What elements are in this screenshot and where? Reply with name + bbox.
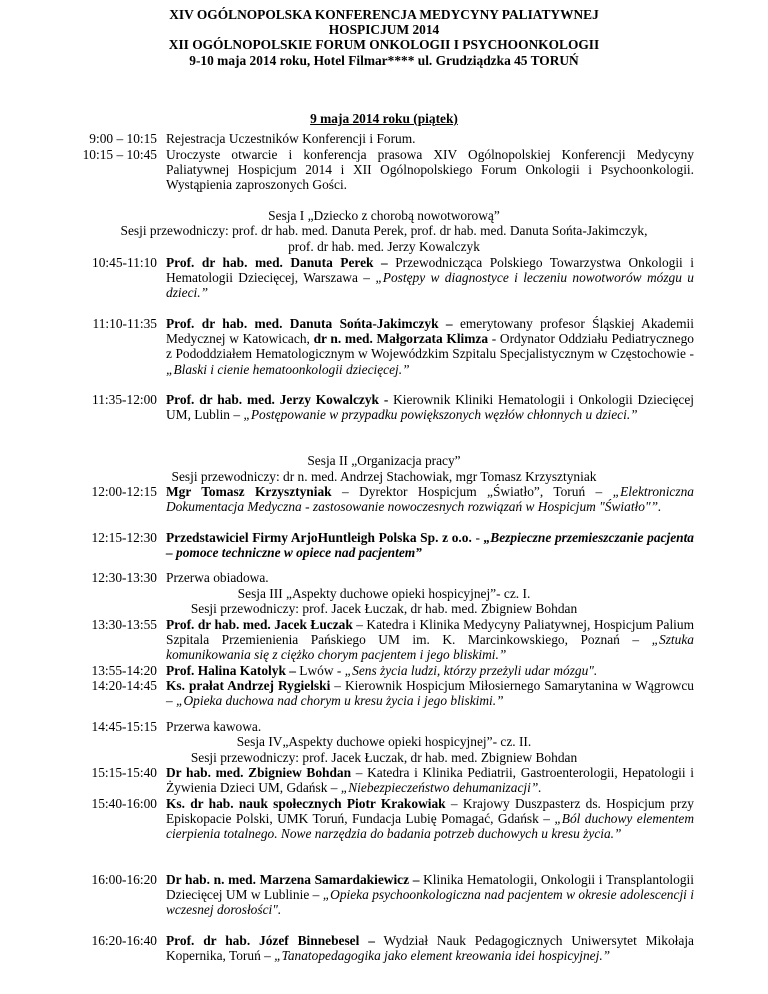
talk-speaker: Prof. dr hab. med. Danuta Sońta-Jakimczyk –	[166, 316, 453, 331]
talk-speaker: Prof. dr hab. med. Danuta Perek –	[166, 255, 388, 270]
session-1-title: Sesja I „Dziecko z chorobą nowotworową”	[268, 208, 500, 223]
talk-affiliation: -	[471, 530, 484, 545]
session-3-title: Sesja III „Aspekty duchowe opieki hospicyjnej”- cz. I.	[237, 586, 531, 601]
talk-speaker: Ks. dr hab. nauk społecznych Piotr Krakowiak	[166, 796, 446, 811]
talk-time: 11:35-12:00	[92, 392, 157, 407]
talk-speaker: Prof. Halina Katolyk –	[166, 663, 296, 678]
talk-title: „Postępy w diagnostyce i leczeniu nowotworów mózgu u dzieci.”	[166, 270, 694, 301]
talk-affiliation: Klinika Hematologii, Onkologii i Transplantologii Dziecięcej UM w Lublinie –	[166, 872, 694, 903]
talk-time: 15:40-16:00	[91, 796, 157, 811]
talk-text	[166, 392, 694, 422]
header-line-2: HOSPICJUM 2014	[328, 22, 440, 38]
talk-text	[166, 530, 694, 560]
entry-text: Rejestracja Uczestników Konferencji i Forum.	[166, 131, 416, 146]
talk-title: „Bezpieczne przemieszczanie pacjenta – pomoce techniczne w opiece nad pacjentem”	[166, 530, 694, 561]
break-time: 12:30-13:30	[91, 570, 157, 585]
session-4-title: Sesja IV„Aspekty duchowe opieki hospicyjnej”- cz. II.	[236, 734, 532, 749]
talk-title: „Tanatopedagogika jako element kreowania idei hospicyjnej.”	[274, 948, 611, 964]
talk-title: „Opieka psychoonkologiczna nad pacjentem w okresie adolescencji i wczesnej dorosłości".	[166, 887, 694, 918]
talk-speaker: Ks. prałat Andrzej Rygielski	[166, 678, 331, 693]
talk-speaker: Prof. dr hab. med. Jacek Łuczak	[166, 617, 353, 632]
talk-title: „Niebezpieczeństwo dehumanizacji”.	[340, 780, 542, 796]
talk-title: „Sztuka komunikowania się z ciężko chorym pacjentem i jego bliskimi.”	[166, 632, 694, 663]
talk-text	[166, 663, 694, 678]
header-line-1: XIV OGÓLNOPOLSKA KONFERENCJA MEDYCYNY PALIATYWNEJ	[169, 7, 599, 22]
talk-affiliation: Lwów -	[295, 663, 345, 678]
talk-time: 14:20-14:45	[91, 678, 157, 693]
session-2-title: Sesja II „Organizacja pracy”	[307, 453, 461, 468]
session-1-chairs: Sesji przewodniczy: prof. dr hab. med. Danuta Perek, prof. dr hab. med. Danuta Sońta-Jakimczyk,	[120, 223, 648, 238]
talk-affiliation: – Dyrektor Hospicjum „Światło”, Toruń –	[331, 484, 613, 499]
talk-affiliation: – Kierownik Hospicjum Miłosiernego Samarytanina w Wągrowcu –	[166, 678, 694, 709]
talk-speaker: Mgr Tomasz Krzysztyniak	[166, 484, 332, 499]
day-heading: 9 maja 2014 roku (piątek)	[310, 111, 458, 126]
entry-time: 10:15 – 10:45	[82, 147, 157, 162]
talk-speaker: Dr hab. med. Zbigniew Bohdan	[166, 765, 352, 780]
talk-time: 13:55-14:20	[91, 663, 157, 678]
talk-title: „Ból duchowy elementem cierpienia totalnego. Nowe narzędzia do badania potrzeb duchowych u kresu życia.”	[166, 811, 695, 842]
talk-speaker: Dr hab. n. med. Marzena Samardakiewicz –	[166, 872, 420, 887]
talk-time: 15:15-15:40	[91, 765, 157, 780]
talk-affiliation-2: - Ordynator Oddziału Pediatrycznego z Pododdziałem Hematologicznym w Wojewódzkim Szpitalu Specjalistycznym w Częstochowie -	[166, 331, 694, 362]
header-line-3: XII OGÓLNOPOLSKIE FORUM ONKOLOGII I PSYCHOONKOLOGII	[168, 37, 600, 53]
talk-affiliation: Kierownik Kliniki Hematologii i Onkologii Dziecięcej UM, Lublin –	[166, 392, 694, 423]
talk-affiliation: – Katedra i Klinika Medycyny Paliatywnej, Hospicjum Palium Szpitala Przemienienia Pańskiego UM im. K. Marcinkowskiego, Poznań –	[166, 617, 695, 648]
talk-affiliation: emerytowany profesor Śląskiej Akademii Medycznej w Katowicach,	[166, 316, 694, 347]
talk-affiliation: – Katedra i Klinika Pediatrii, Gastroenterologii, Hepatologii i Żywienia Dzieci UM, Gdańsk –	[166, 765, 694, 796]
talk-time: 16:00-16:20	[91, 872, 157, 887]
session-3-chairs: Sesji przewodniczy: prof. Jacek Łuczak, dr hab. med. Zbigniew Bohdan	[190, 601, 578, 616]
session-4-chairs: Sesji przewodniczy: prof. Jacek Łuczak, dr hab. med. Zbigniew Bohdan	[190, 750, 578, 765]
talk-text	[166, 255, 694, 301]
session-1-chairs-cont: prof. dr hab. med. Jerzy Kowalczyk	[288, 239, 480, 254]
talk-time: 16:20-16:40	[91, 933, 157, 948]
talk-affiliation: Wydział Nauk Pedagogicznych Uniwersytet Mikołaja Kopernika, Toruń –	[166, 933, 694, 964]
talk-text	[166, 484, 694, 514]
talk-speaker: Prof. dr hab. Józef Binnebesel –	[166, 933, 375, 948]
session-2-chairs: Sesji przewodniczy: dr n. med. Andrzej Stachowiak, mgr Tomasz Krzysztyniak	[171, 469, 597, 484]
talk-time: 11:10-11:35	[92, 316, 157, 331]
entry-time: 9:00 – 10:15	[89, 131, 157, 146]
talk-time: 12:15-12:30	[91, 530, 157, 545]
talk-title: „Sens życia ludzi, którzy przeżyli udar mózgu".	[344, 663, 598, 678]
talk-time: 10:45-11:10	[92, 255, 157, 270]
talk-title: „Blaski i cienie hematoonkologii dziecięcej.”	[166, 361, 410, 377]
talk-text	[166, 316, 694, 377]
break-time: 14:45-15:15	[91, 719, 157, 734]
talk-text	[166, 872, 694, 918]
talk-title: „Elektroniczna Dokumentacja Medyczna - zastosowanie nowoczesnych rozwiązań w Hospicjum "Światło"”.	[166, 484, 694, 515]
talk-text	[166, 678, 694, 708]
conference-header	[0, 7, 768, 68]
entry-text: Uroczyste otwarcie i konferencja prasowa XIV Ogólnopolskiej Konferencji Medycyny Paliatywnej Hospicjum 2014 i XII Ogólnopolskiego Forum Onkologii i Psychoonkologii. Wystąpienia zaproszonych Gości.	[166, 147, 694, 193]
talk-title: „Postępowanie w przypadku powiększonych węzłów chłonnych u dzieci.”	[243, 407, 638, 423]
talk-speaker: Prof. dr hab. med. Jerzy Kowalczyk -	[166, 392, 389, 407]
talk-affiliation: Przewodnicząca Polskiego Towarzystwa Onkologii i Hematologii Dziecięcej, Warszawa –	[166, 255, 695, 286]
talk-time: 12:00-12:15	[91, 484, 157, 499]
talk-title: „Opieka duchowa nad chorym u kresu życia i jego bliskimi.”	[176, 693, 504, 709]
break-text: Przerwa kawowa.	[166, 719, 262, 734]
talk-text	[166, 933, 694, 963]
break-text: Przerwa obiadowa.	[166, 570, 269, 585]
talk-time: 13:30-13:55	[91, 617, 157, 632]
talk-affiliation: – Krajowy Duszpasterz ds. Hospicjum przy Episkopacie Polski, UMK Toruń, Fundacja Lubię Pomagać, Gdańsk –	[166, 796, 694, 827]
talk-speaker: Przedstawiciel Firmy ArjoHuntleigh Polska Sp. z o.o.	[166, 530, 472, 545]
talk-text	[166, 796, 694, 842]
talk-speaker-2: dr n. med. Małgorzata Klimza	[313, 331, 489, 347]
header-line-4: 9-10 maja 2014 roku, Hotel Filmar**** ul. Grudziądzka 45 TORUŃ	[189, 52, 579, 68]
talk-text	[166, 765, 694, 795]
talk-text	[166, 617, 694, 663]
